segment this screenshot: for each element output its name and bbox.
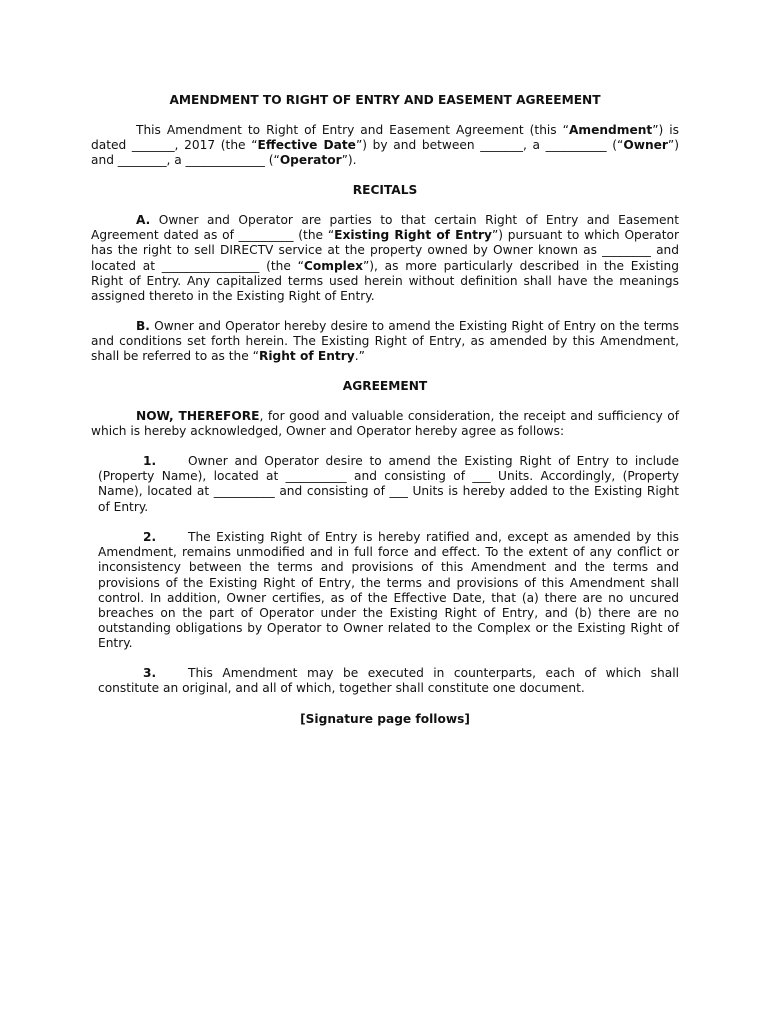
recital-a-label: A. (136, 213, 151, 227)
agreement-item-1 (98, 454, 679, 515)
intro-text-2: ”) is dated _______, 2017 (the “ (91, 123, 679, 153)
item-3-number: 3. (143, 666, 157, 680)
now-therefore-paragraph (91, 409, 679, 439)
recital-a-text-2: ”) pursuant to which Operator has the right to sell DIRECTV service at the property owned by Owner known as ________ and located at ________________ (the “ (91, 228, 679, 273)
intro-text-3: ”) by and between _______, a __________ (“ (355, 138, 624, 153)
item-2-number: 2. (143, 530, 157, 544)
item-1-text: Owner and Operator desire to amend the Existing Right of Entry to include (Property Name), located at __________ and consisting of ___ Units. Accordingly, (Property Name), located at __________ and consisting of ___ Units is hereby added to the Existing Right of Entry. (98, 454, 679, 514)
intro-paragraph (91, 123, 679, 169)
agreement-item-2 (98, 530, 679, 652)
recital-b-label: B. (136, 319, 150, 333)
intro-text-4: ”) and ________, a _____________ (“ (91, 138, 679, 168)
intro-text-5: ”). (341, 153, 357, 168)
recital-b-text-1: Owner and Operator hereby desire to amend the Existing Right of Entry on the terms and conditions set forth herein. The Existing Right of Entry, as amended by this Amendment, shall be referred to as the “ (91, 319, 679, 364)
intro-effective-date-term: Effective Date (257, 138, 356, 153)
recital-a-text-3: ”), as more particularly described in the Existing Right of Entry. Any capitalized terms used herein without definition shall have the meanings assigned thereto in the Existing Right of Entry. (91, 258, 679, 304)
item-2-text: The Existing Right of Entry is hereby ratified and, except as amended by this Amendment, remains unmodified and in full force and effect. To the extent of any conflict or inconsistency between the terms and provisions of this Amendment and the terms and provisions of the Existing Right of Entry, the terms and provisions of this Amendment shall control. In addition, Owner certifies, as of the Effective Date, that (a) there are no uncured breaches on the part of Operator under the Existing Right of Entry, and (b) there are no outstanding obligations by Operator to Owner related to the Complex or the Existing Right of Entry. (98, 530, 679, 651)
now-therefore-term: NOW, THEREFORE (136, 409, 260, 423)
recital-a-complex-term: Complex (303, 258, 363, 273)
recital-b (91, 319, 679, 365)
recital-a-text-1: Owner and Operator are parties to that certain Right of Entry and Easement Agreement dated as of _________ (the “ (91, 213, 679, 243)
now-therefore-text: , for good and valuable consideration, the receipt and sufficiency of which is hereby acknowledged, Owner and Operator hereby agree as follows: (91, 409, 680, 439)
agreement-item-3 (98, 666, 679, 696)
recital-b-roe-term: Right of Entry (258, 349, 355, 364)
intro-operator-term: Operator (279, 153, 342, 168)
recital-b-text-2: .” (354, 349, 365, 364)
recital-a (91, 213, 679, 304)
intro-amendment-term: Amendment (568, 123, 653, 137)
intro-text-1: This Amendment to Right of Entry and Easement Agreement (this “ (136, 123, 569, 137)
recital-a-existing-roe-term: Existing Right of Entry (334, 228, 492, 243)
document-title: AMENDMENT TO RIGHT OF ENTRY AND EASEMENT AGREEMENT (169, 93, 601, 107)
intro-owner-term: Owner (623, 138, 668, 153)
signature-note: [Signature page follows] (300, 712, 470, 726)
item-1-number: 1. (143, 454, 157, 468)
recitals-heading: RECITALS (352, 183, 418, 197)
agreement-heading: AGREEMENT (342, 379, 428, 393)
item-3-text: This Amendment may be executed in counterparts, each of which shall constitute an original, and all of which, together shall constitute one document. (98, 666, 679, 696)
